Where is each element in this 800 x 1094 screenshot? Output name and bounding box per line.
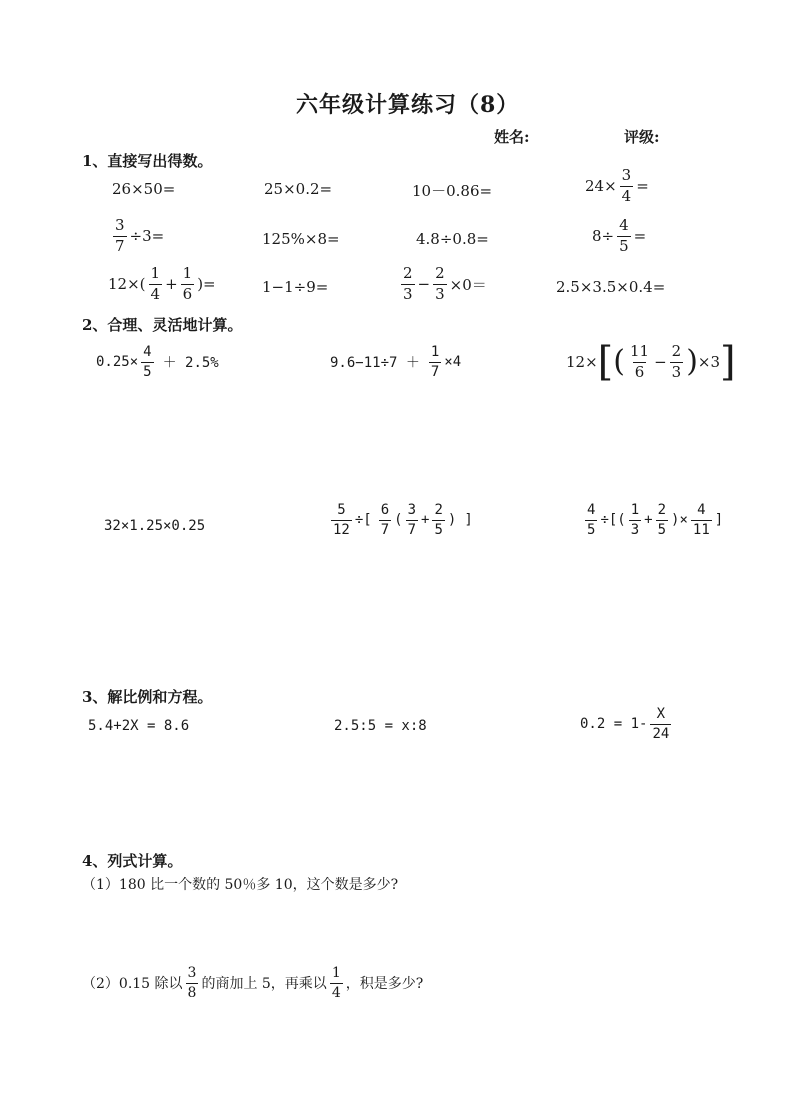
fraction [691, 503, 712, 537]
fraction [620, 168, 634, 205]
s1-r1-a: 26×50= [112, 180, 176, 198]
fraction [406, 503, 418, 537]
fraction [330, 966, 343, 1000]
denominator: 6 [634, 362, 645, 381]
numerator: 3 [407, 502, 417, 518]
numerator: 4 [619, 216, 629, 234]
fraction [401, 266, 415, 303]
denominator: 4 [621, 186, 632, 205]
fraction [429, 345, 441, 379]
denominator: 4 [150, 284, 161, 303]
fraction [181, 266, 195, 303]
right-bracket: ] [714, 512, 724, 529]
s1-r3-c [398, 266, 487, 303]
denominator: 3 [630, 521, 640, 538]
numerator: 3 [115, 216, 125, 234]
fraction [629, 503, 641, 537]
numerator: 1 [430, 344, 440, 360]
denominator: 3 [435, 284, 445, 303]
expr-text: 8÷ [592, 227, 615, 246]
left-bracket: [ [597, 339, 614, 385]
s4-q1: （1）180 比一个数的 50％多 10，这个数是多少? [82, 877, 399, 893]
numerator: 4 [697, 502, 706, 518]
expr-text: ÷3= [129, 227, 165, 246]
s2-p2 [330, 345, 461, 379]
fraction [113, 218, 127, 255]
section-2-heading: 2、合理、灵活地计算。 [82, 316, 243, 334]
expr-text: ，积是多少? [345, 976, 424, 993]
s2-p1 [96, 345, 219, 379]
s3-e1: 5.4+2X = 8.6 [88, 718, 190, 734]
expr-text: ×3 [697, 353, 721, 371]
operator: + [421, 512, 430, 529]
page-title: 六年级计算练习（8） [296, 92, 520, 118]
s3-e3 [580, 707, 674, 741]
numerator: 11 [629, 341, 650, 360]
expr-text: 9.6−11÷7 ＋ [330, 355, 420, 372]
expr-text: 12× [566, 353, 598, 371]
s2-p6 [582, 503, 723, 537]
denominator: 7 [407, 521, 417, 538]
section-3-heading: 3、解比例和方程。 [82, 688, 213, 706]
fraction [585, 503, 597, 537]
s1-r1-b: 25×0.2= [264, 180, 333, 198]
expr-text: （2）0.15 除以 [82, 976, 183, 993]
numerator: 4 [587, 502, 596, 518]
fraction [670, 341, 684, 381]
fraction [149, 266, 163, 303]
s1-r3-d: 2.5×3.5×0.4= [556, 278, 666, 296]
numerator: 1 [630, 502, 640, 518]
denominator: 5 [587, 521, 596, 538]
denominator: 7 [380, 521, 390, 538]
denominator: 5 [434, 521, 443, 538]
numerator: 1 [150, 264, 161, 282]
right-paren: ) [447, 512, 457, 529]
s1-r1-d [585, 168, 649, 205]
right-bracket: ] [720, 339, 736, 385]
expr-text: )= [197, 275, 216, 294]
denominator: 5 [143, 363, 152, 380]
denominator: 3 [403, 284, 413, 303]
numerator: 1 [331, 965, 341, 981]
section-1-heading: 1、直接写出得数。 [82, 152, 213, 170]
denominator: 5 [657, 521, 667, 538]
operator: − [417, 275, 431, 294]
fraction [432, 503, 444, 537]
denominator: 11 [692, 521, 710, 538]
s2-p4: 32×1.25×0.25 [104, 518, 206, 534]
s1-r3-a [108, 266, 216, 303]
denominator: 3 [671, 362, 682, 381]
expr-text: 0.25× [96, 354, 139, 371]
name-label: 姓名: [494, 128, 530, 146]
fraction [617, 218, 631, 255]
fraction [650, 707, 671, 741]
numerator: 2 [657, 502, 667, 518]
operator: − [654, 353, 667, 371]
numerator: 2 [671, 341, 682, 360]
s1-r1-c: 10－0.86= [412, 182, 493, 200]
denominator: 4 [331, 984, 341, 1001]
fraction [186, 966, 199, 1000]
s4-q2 [82, 966, 423, 1000]
s1-r2-a [110, 218, 164, 255]
expr-text: ×0＝ [449, 275, 487, 294]
operator: + [644, 512, 653, 529]
numerator: 4 [143, 344, 152, 360]
expr-text: ×4 [444, 354, 462, 371]
expr-text: ÷[ [354, 512, 372, 529]
denominator: 12 [333, 521, 350, 538]
s1-r2-d [592, 218, 646, 255]
expr-text: = [633, 227, 647, 246]
fraction [628, 341, 651, 381]
left-paren: ( [394, 512, 403, 529]
denominator: 8 [187, 984, 197, 1001]
fraction [656, 503, 668, 537]
left-paren: ( [613, 344, 625, 379]
numerator: 2 [435, 264, 445, 282]
fraction [379, 503, 391, 537]
expr-text: 24× [585, 177, 617, 196]
s3-e2: 2.5:5 = x:8 [334, 718, 427, 734]
expr-text: 12×( [108, 275, 146, 294]
numerator: 1 [182, 264, 193, 282]
numerator: 2 [403, 264, 413, 282]
section-4-heading: 4、列式计算。 [82, 852, 183, 870]
numerator: 5 [337, 502, 346, 518]
fraction [141, 345, 153, 379]
denominator: 7 [115, 236, 125, 255]
right-paren: ) [686, 344, 698, 379]
numerator: 6 [380, 502, 390, 518]
s1-r2-b: 125%×8= [262, 230, 340, 248]
denominator: 5 [619, 236, 629, 255]
operator: + [165, 275, 178, 294]
numerator: 3 [187, 965, 197, 981]
denominator: 7 [430, 363, 440, 380]
expr-text: ＋ 2.5% [162, 355, 219, 372]
s2-p5 [328, 503, 473, 537]
s1-r2-c: 4.8÷0.8= [416, 230, 489, 248]
expr-text: 0.2 = 1- [580, 716, 648, 733]
s1-r3-b: 1−1÷9= [262, 278, 329, 296]
grade-label: 评级: [624, 128, 660, 146]
expr-text: ÷[( [600, 512, 626, 529]
numerator: 3 [621, 166, 632, 184]
right-bracket: ] [464, 512, 473, 529]
s2-p3 [566, 339, 736, 385]
expr-text: 的商加上 5，再乘以 [201, 976, 327, 993]
numerator: 2 [434, 502, 443, 518]
fraction [433, 266, 447, 303]
expr-text: = [636, 177, 649, 196]
fraction [331, 503, 352, 537]
numerator: X [656, 706, 666, 722]
expr-text: )× [671, 512, 688, 529]
denominator: 24 [652, 725, 670, 742]
denominator: 6 [182, 284, 193, 303]
